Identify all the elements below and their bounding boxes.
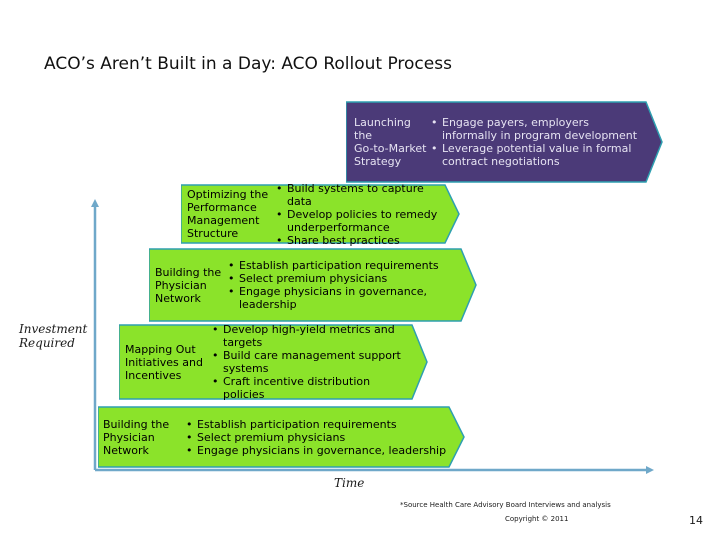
bullet-item: • Select premium physicians <box>183 431 448 444</box>
step-launching-go-to-market <box>346 101 663 183</box>
y-axis-label: Investment Required <box>19 322 88 350</box>
step-optimizing-performance <box>181 181 460 247</box>
step-building-physician-network <box>149 248 477 322</box>
step-label: Mapping Out Initiatives and Incentives <box>125 342 203 382</box>
step-mapping-initiatives <box>119 324 428 400</box>
bullet-item: • Engage physicians in governance, leadership <box>225 285 455 311</box>
bullet-item: • Engage physicians in governance, leadership <box>183 444 448 457</box>
bullet-item: • Share best practices <box>273 234 441 247</box>
x-axis-label: Time <box>334 476 365 490</box>
bullet-item: • Develop policies to remedy underperformance <box>273 208 441 234</box>
page-number: 14 <box>689 514 703 527</box>
slide-title: ACO’s Aren’t Built in a Day: ACO Rollout Process <box>44 54 452 74</box>
source-note: *Source Health Care Advisory Board Interviews and analysis <box>400 501 611 509</box>
bullet-item: • Craft incentive distribution policies <box>209 375 407 401</box>
bullet-item: • Establish participation requirements <box>183 418 448 431</box>
step-label: Optimizing the Performance Management Structure <box>187 188 269 240</box>
copyright-note: Copyright © 2011 <box>505 515 569 523</box>
step-label: Launching the Go-to-Market Strategy <box>354 116 427 168</box>
bullet-item: • Build systems to capture data <box>273 182 441 208</box>
step-label: Building the Physician Network <box>103 417 170 457</box>
bullet-item: • Develop high-yield metrics and targets <box>209 323 407 349</box>
bullet-item: • Establish participation requirements <box>225 259 455 272</box>
bullet-item: • Engage payers, employers informally in program development <box>428 116 638 142</box>
step-building-physician-network-base <box>98 406 465 468</box>
bullet-item: • Leverage potential value in formal contract negotiations <box>428 142 638 168</box>
bullet-item: • Build care management support systems <box>209 349 407 375</box>
step-label: Building the Physician Network <box>155 265 222 305</box>
bullet-item: • Select premium physicians <box>225 272 455 285</box>
